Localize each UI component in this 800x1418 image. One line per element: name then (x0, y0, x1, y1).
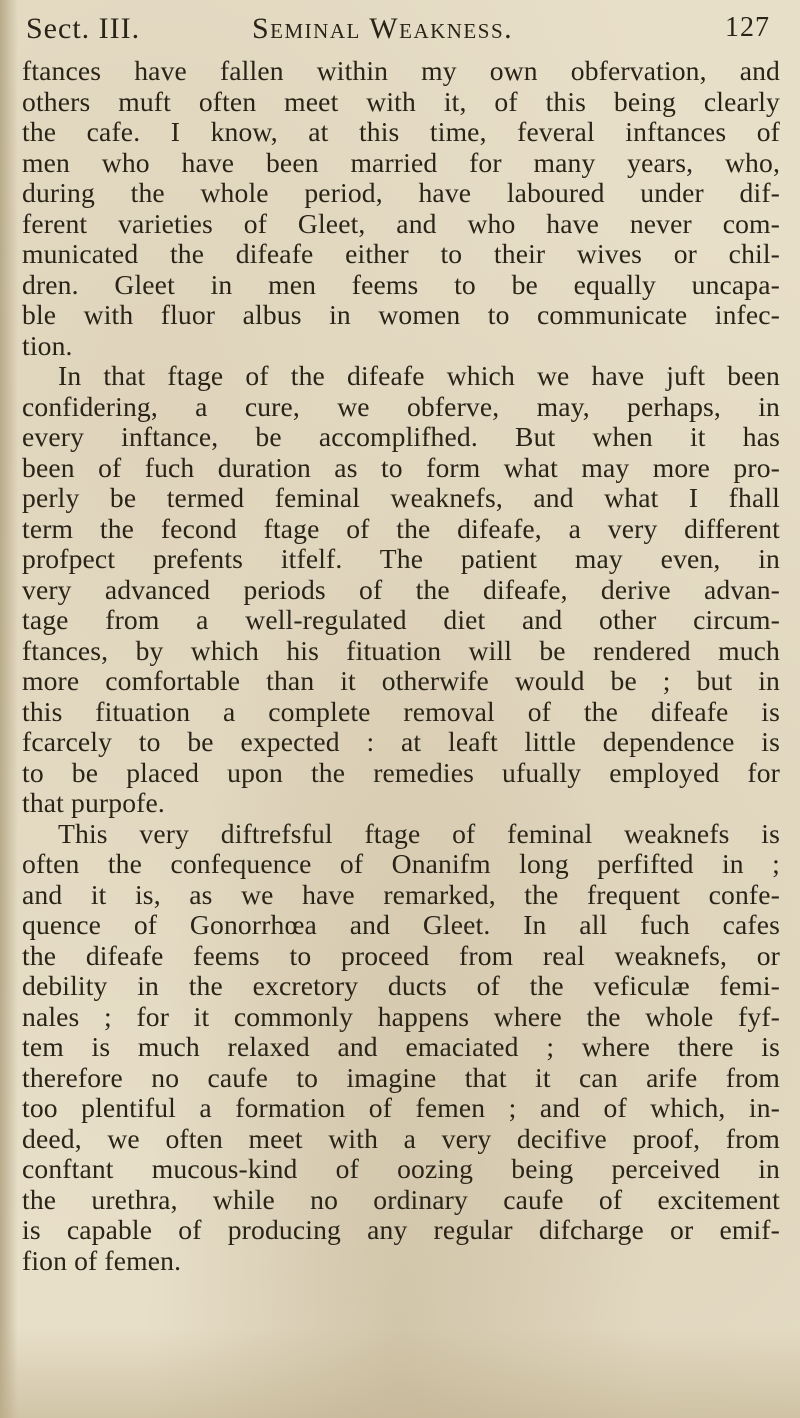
text-line: conftant mucous-kind of oozing being perceived in (22, 1153, 780, 1184)
text-line: fcarcely to be expected : at leaft little dependence is (22, 726, 780, 757)
text-line: dren. Gleet in men feems to be equally uncapa- (22, 268, 780, 300)
text-line: others muft often meet with it, of this being clearly (22, 85, 780, 117)
text-line: that purpofe. (22, 787, 165, 818)
text-line: ble with fluor albus in women to communicate infec- (22, 299, 780, 330)
text-line: this fituation a complete removal of the difeafe is (22, 695, 780, 727)
running-title: Seminal Weakness. (252, 12, 514, 45)
text-line: In that ftage of the difeafe which we have juft been (58, 360, 780, 391)
text-line: the cafe. I know, at this time, feveral inftances of (22, 116, 780, 147)
section-label: Sect. III. (26, 12, 141, 45)
text-line: often the confequence of Onanifm long perfifted in ; (22, 848, 780, 879)
text-line: every inftance, be accomplifhed. But when it has (22, 421, 780, 452)
text-line: perly be termed feminal weaknefs, and what I fhall (22, 482, 780, 513)
text-line: and it is, as we have remarked, the frequent confe- (22, 878, 780, 910)
text-line: nales ; for it commonly happens where the whole fyf- (22, 1000, 780, 1032)
running-head (22, 12, 780, 52)
text-line: men who have been married for many years, who, (22, 146, 780, 178)
text-line: quence of Gonorrhœa and Gleet. In all fuch cafes (22, 909, 780, 940)
text-line: confidering, a cure, we obferve, may, perhaps, in (22, 390, 780, 422)
text-line: ftances have fallen within my own obfervation, and (22, 55, 780, 86)
text-line: ferent varieties of Gleet, and who have never com- (22, 207, 780, 239)
text-line: fion of femen. (22, 1244, 182, 1276)
text-line: tem is much relaxed and emaciated ; where there is (22, 1031, 780, 1062)
paper-stain (0, 1328, 800, 1418)
body-text (22, 56, 780, 1276)
text-line: more comfortable than it otherwife would be ; but in (22, 665, 780, 696)
book-page (22, 12, 780, 1276)
text-line: term the fecond ftage of the difeafe, a very different (22, 512, 780, 544)
text-line: profpect prefents itfelf. The patient may even, in (22, 543, 780, 574)
text-line: municated the difeafe either to their wives or chil- (22, 238, 780, 269)
text-line: during the whole period, have laboured under dif- (22, 177, 780, 208)
text-line: ftances, by which his fituation will be rendered much (22, 634, 780, 666)
text-line: to be placed upon the remedies ufually employed for (22, 756, 780, 788)
text-line: debility in the excretory ducts of the veficulæ femi- (22, 970, 780, 1001)
page-edge-shadow (0, 0, 18, 1418)
text-line: the urethra, while no ordinary caufe of excitement (22, 1183, 780, 1215)
page-number: 127 (725, 12, 770, 43)
text-line: is capable of producing any regular difcharge or emif- (22, 1214, 780, 1245)
text-line: This very diftrefsful ftage of feminal weaknefs is (58, 817, 780, 849)
text-line: too plentiful a formation of femen ; and of which, in- (22, 1092, 780, 1123)
text-line: deed, we often meet with a very decifive proof, from (22, 1122, 780, 1154)
text-line: very advanced periods of the difeafe, derive advan- (22, 573, 780, 605)
text-line: tion. (22, 329, 73, 361)
text-line: been of fuch duration as to form what may more pro- (22, 451, 780, 483)
text-line: the difeafe feems to proceed from real weaknefs, or (22, 939, 780, 971)
text-line: therefore no caufe to imagine that it can arife from (22, 1061, 780, 1093)
text-line: tage from a well-regulated diet and other circum- (22, 604, 780, 635)
